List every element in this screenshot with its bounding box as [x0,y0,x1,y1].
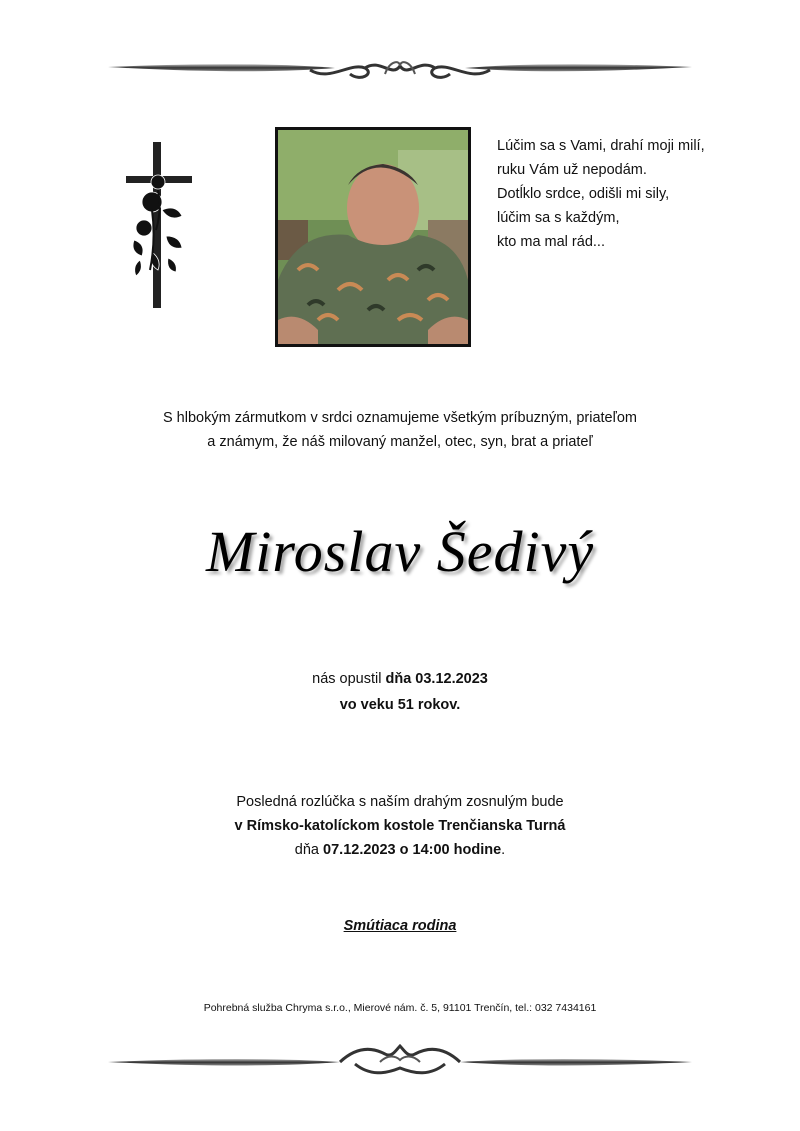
funeral-line-1: Posledná rozlúčka s naším drahým zosnulým bude [236,794,564,810]
funeral-date-suffix: . [501,842,506,858]
deceased-name: Miroslav Šedivý [205,519,595,584]
poem-line: ruku Vám už nepodám. [497,162,647,178]
poem [497,134,757,254]
announcement-text [0,406,800,454]
cross-with-rose-icon [122,140,198,310]
funeral-info [0,790,800,862]
family-signature: Smútiaca rodina [343,918,457,934]
announcement-line-2: a známym, že náš milovaný manžel, otec, syn, brat a priateľ [207,434,593,450]
funeral-location: v Rímsko-katolíckom kostole Trenčianska Turná [234,818,566,834]
portrait-photo [275,127,471,347]
death-prefix: nás opustil [312,671,386,687]
funeral-datetime: 07.12.2023 o 14:00 hodine [323,842,502,858]
poem-line: Dotĺklo srdce, odišli mi sily, [497,186,670,202]
funeral-service-footer: Pohrebná služba Chryma s.r.o., Mierové nám. č. 5, 91101 Trenčín, tel.: 032 7434161 [203,1002,597,1014]
death-info [0,666,800,718]
poem-line: lúčim sa s každým, [497,210,620,226]
poem-line: kto ma mal rád... [497,234,605,250]
bottom-ornament-icon [100,1040,700,1080]
poem-line: Lúčim sa s Vami, drahí moji milí, [497,138,705,154]
announcement-line-1: S hlbokým zármutkom v srdci oznamujeme všetkým príbuzným, priateľom [162,410,637,426]
death-date: dňa 03.12.2023 [385,671,488,687]
funeral-date-prefix: dňa [294,842,324,858]
top-ornament-icon [100,52,700,92]
death-age: vo veku 51 rokov. [339,697,461,713]
